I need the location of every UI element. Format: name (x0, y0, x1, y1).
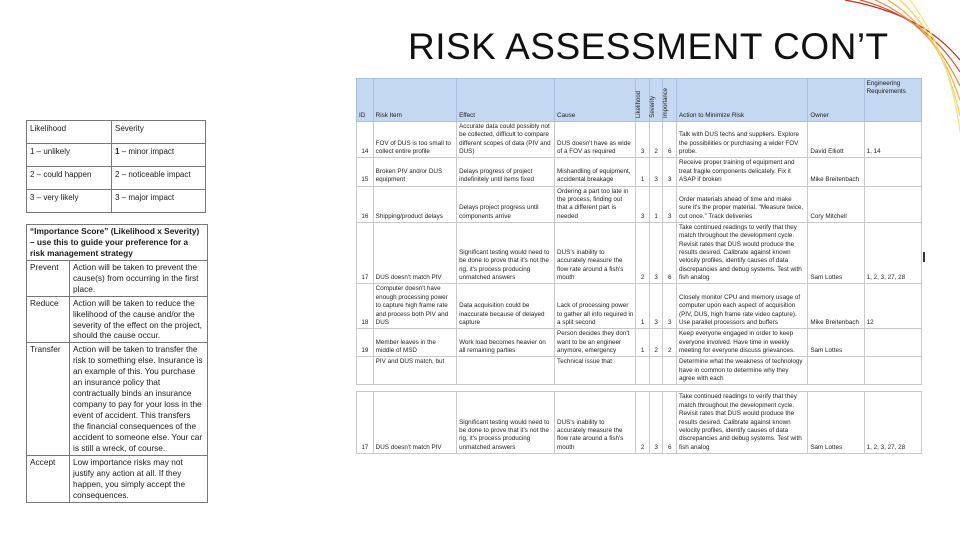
header-risk-item: Risk Item (373, 79, 456, 122)
header-likelihood: Likelihood (636, 79, 650, 122)
risk-importance: 6 (663, 392, 677, 454)
risk-effect: Accurate data could possibly not be collected, difficult to compare different scopes of data (PIV and DUS) (457, 122, 555, 158)
risk-likelihood: 3 (636, 186, 650, 222)
risk-cause: Technical issue that (555, 357, 636, 385)
header-severity: Severity (649, 79, 663, 122)
risk-effect (457, 357, 555, 385)
slide-title: RISK ASSESSMENT CON’T (408, 26, 889, 67)
strategy-name: Accept (27, 455, 70, 502)
risk-row (357, 222, 922, 284)
risk-effect: Delays project progress until components arrive (457, 186, 555, 222)
risk-eng-requirements (864, 329, 921, 357)
risk-effect: Work load becomes heavier on all remaining parties (457, 329, 555, 357)
risk-eng-requirements: 12 (864, 284, 921, 329)
strategy-header: “Importance Score” (Likelihood x Severity) – use this to guide your preference for a risk management strategy (27, 225, 208, 261)
legend-header-likelihood: Likelihood (27, 121, 112, 144)
legend-row (27, 167, 206, 190)
risk-likelihood: 1 (636, 158, 650, 186)
risk-item: FOV of DUS is too small to collect entire profile (373, 122, 456, 158)
risk-severity (649, 357, 663, 385)
risk-eng-requirements: 1, 14 (864, 122, 921, 158)
risk-importance: 3 (663, 284, 677, 329)
risk-importance: 2 (663, 329, 677, 357)
risk-effect: Data acquisition could be inaccurate because of delayed capture (457, 284, 555, 329)
risk-id (357, 357, 374, 385)
risk-owner: Mike Breitenbach (808, 158, 864, 186)
risk-item: Computer doesn't have enough processing power to capture high frame rate and process both PIV and DUS (373, 284, 456, 329)
risk-eng-requirements (864, 357, 921, 385)
risk-cause: DUS doesn't have as wide of a FOV as required (555, 122, 636, 158)
risk-id: 14 (357, 122, 374, 158)
risk-item: DUS doesn't match PIV (373, 222, 456, 284)
legend-severity: 2 – noticeable impact (112, 167, 206, 190)
risk-importance (663, 357, 677, 385)
risk-likelihood: 1 (636, 329, 650, 357)
risk-likelihood (636, 357, 650, 385)
strategy-row (27, 260, 208, 296)
risk-register-table (356, 78, 922, 454)
risk-effect: Significant testing would need to be done to prove that it's not the rig, it's process producing unmatched answers (457, 392, 555, 454)
risk-importance: 3 (663, 186, 677, 222)
risk-cause: Person decides they don't want to be an engineer anymore, emergency (555, 329, 636, 357)
risk-item: DUS doesn't match PIV (373, 392, 456, 454)
risk-item: Shipping/product delays (373, 186, 456, 222)
risk-likelihood: 1 (636, 284, 650, 329)
risk-row (357, 357, 922, 385)
risk-likelihood: 3 (636, 122, 650, 158)
risk-strategy-table (26, 224, 208, 503)
risk-row (357, 284, 922, 329)
legend-row (27, 190, 206, 213)
strategy-text: Low importance risks may not justify any action at all. If they happen, you simply accept the consequences. (70, 455, 208, 502)
risk-severity: 1 (649, 186, 663, 222)
strategy-text: Action will be taken to transfer the risk to something else. Insurance is an example of this. You purchase an insurance policy that contractually binds an insurance company to pay for your loss in the event of accident. This transfers the financial consequences of the accident to someone else. Your car is still a wreck, of course. (70, 343, 208, 455)
risk-action: Closely monitor CPU and memory usage of computer upon each aspect of acquisition (PIV, DUS, high frame rate video capture). Use parallel processors and buffers (676, 284, 807, 329)
risk-action: Talk with DUS techs and suppliers. Explore the possibilities or purchasing a wider FOV probe. (676, 122, 807, 158)
legend-likelihood: 3 – very likely (27, 190, 112, 213)
header-owner: Owner (808, 79, 864, 122)
header-action: Action to Minimize Risk (676, 79, 807, 122)
register-header-row (357, 79, 922, 122)
strategy-name: Reduce (27, 296, 70, 343)
risk-action: Take continued readings to verify that they match throughout the development cycle. Revisit rates that DUS would produce the results desired. Calibrate against known velocity profiles, identify causes of data discrepancies and debug systems. Test with fish analog (676, 392, 807, 454)
risk-owner: Sam Lottes (808, 222, 864, 284)
risk-cause: Lack of processing power to gather all info required in a split second (555, 284, 636, 329)
risk-owner: David Elliott (808, 122, 864, 158)
header-cause: Cause (555, 79, 636, 122)
risk-row (357, 158, 922, 186)
strategy-name: Transfer (27, 343, 70, 455)
legend-severity (112, 144, 206, 167)
risk-severity: 2 (649, 122, 663, 158)
strategy-text: Action will be taken to prevent the cause(s) from occurring in the first place. (70, 260, 208, 296)
risk-eng-requirements: 1, 2, 3, 27, 28 (864, 392, 921, 454)
strategy-row (27, 343, 208, 455)
risk-owner (808, 357, 864, 385)
risk-cause: DUS's inability to accurately measure the flow rate around a fish's mouth (555, 222, 636, 284)
risk-item: Member leaves in the middle of MSD (373, 329, 456, 357)
risk-id: 17 (357, 392, 374, 454)
side-marker (923, 252, 925, 262)
risk-id: 16 (357, 186, 374, 222)
legend-likelihood: 1 – unlikely (27, 144, 112, 167)
legend-severity-num: 1 (115, 147, 120, 156)
risk-severity: 3 (649, 392, 663, 454)
legend-severity: 3 – major impact (112, 190, 206, 213)
header-effect: Effect (457, 79, 555, 122)
legend-header-row (27, 121, 206, 144)
risk-row (357, 186, 922, 222)
risk-owner: Mike Breitenbach (808, 284, 864, 329)
legend-severity-text: – minor impact (119, 147, 175, 156)
risk-severity: 3 (649, 222, 663, 284)
risk-likelihood: 2 (636, 392, 650, 454)
risk-item: Broken PIV and/or DUS equipment (373, 158, 456, 186)
strategy-name: Prevent (27, 260, 70, 296)
risk-cause: Mishandling of equipment, accidental breakage (555, 158, 636, 186)
header-engineering-requirements: Engineering Requirements (864, 79, 921, 122)
strategy-row (27, 455, 208, 502)
risk-owner: Cory Mitchell (808, 186, 864, 222)
risk-action: Determine what the weakness of technology have in common to determine why they agree with each (676, 357, 807, 385)
legend-header-severity: Severity (112, 121, 206, 144)
risk-row (357, 122, 922, 158)
risk-importance: 6 (663, 122, 677, 158)
risk-id: 19 (357, 329, 374, 357)
risk-id: 17 (357, 222, 374, 284)
risk-action: Take continued readings to verify that they match throughout the development cycle. Revisit rates that DUS would produce the results desired. Calibrate against known velocity profiles, identify causes of data discrepancies and debug systems. Test with fish analog (676, 222, 807, 284)
header-importance: Importance (663, 79, 677, 122)
risk-owner: Sam Lottes (808, 392, 864, 454)
row-gap (357, 385, 922, 392)
row-gap-cell (357, 385, 922, 392)
likelihood-severity-legend (26, 120, 206, 213)
risk-row (357, 392, 922, 454)
risk-severity: 3 (649, 158, 663, 186)
risk-item: PIV and DUS match, but (373, 357, 456, 385)
risk-row (357, 329, 922, 357)
risk-importance: 6 (663, 222, 677, 284)
risk-owner: Sam Lottes (808, 329, 864, 357)
risk-id: 18 (357, 284, 374, 329)
legend-likelihood: 2 – could happen (27, 167, 112, 190)
risk-effect: Delays progress of project indefinitely until items fixed (457, 158, 555, 186)
risk-id: 15 (357, 158, 374, 186)
risk-eng-requirements (864, 158, 921, 186)
risk-eng-requirements (864, 186, 921, 222)
risk-action: Receive proper training of equipment and treat fragile components delicately. Fix it ASAP if broken (676, 158, 807, 186)
strategy-text: Action will be taken to reduce the likelihood of the cause and/or the severity of the effect on the project, should the cause occur. (70, 296, 208, 343)
risk-eng-requirements: 1, 2, 3, 27, 28 (864, 222, 921, 284)
risk-action: Keep everyone engaged in order to keep everyone involved. Have time in weekly meeting for everyone discuss grievances. (676, 329, 807, 357)
legend-row (27, 144, 206, 167)
risk-importance: 3 (663, 158, 677, 186)
risk-likelihood: 2 (636, 222, 650, 284)
header-id: ID (357, 79, 374, 122)
strategy-row (27, 296, 208, 343)
strategy-header-row (27, 225, 208, 261)
risk-severity: 3 (649, 284, 663, 329)
risk-action: Order materials ahead of time and make sure it's the proper material. "Measure twice, cut once." Track deliveries (676, 186, 807, 222)
risk-effect: Significant testing would need to be done to prove that it's not the rig, it's process producing unmatched answers (457, 222, 555, 284)
risk-severity: 2 (649, 329, 663, 357)
risk-cause: Ordering a part too late in the process, finding out that a different part is needed (555, 186, 636, 222)
risk-cause: DUS's inability to accurately measure the flow rate around a fish's mouth (555, 392, 636, 454)
